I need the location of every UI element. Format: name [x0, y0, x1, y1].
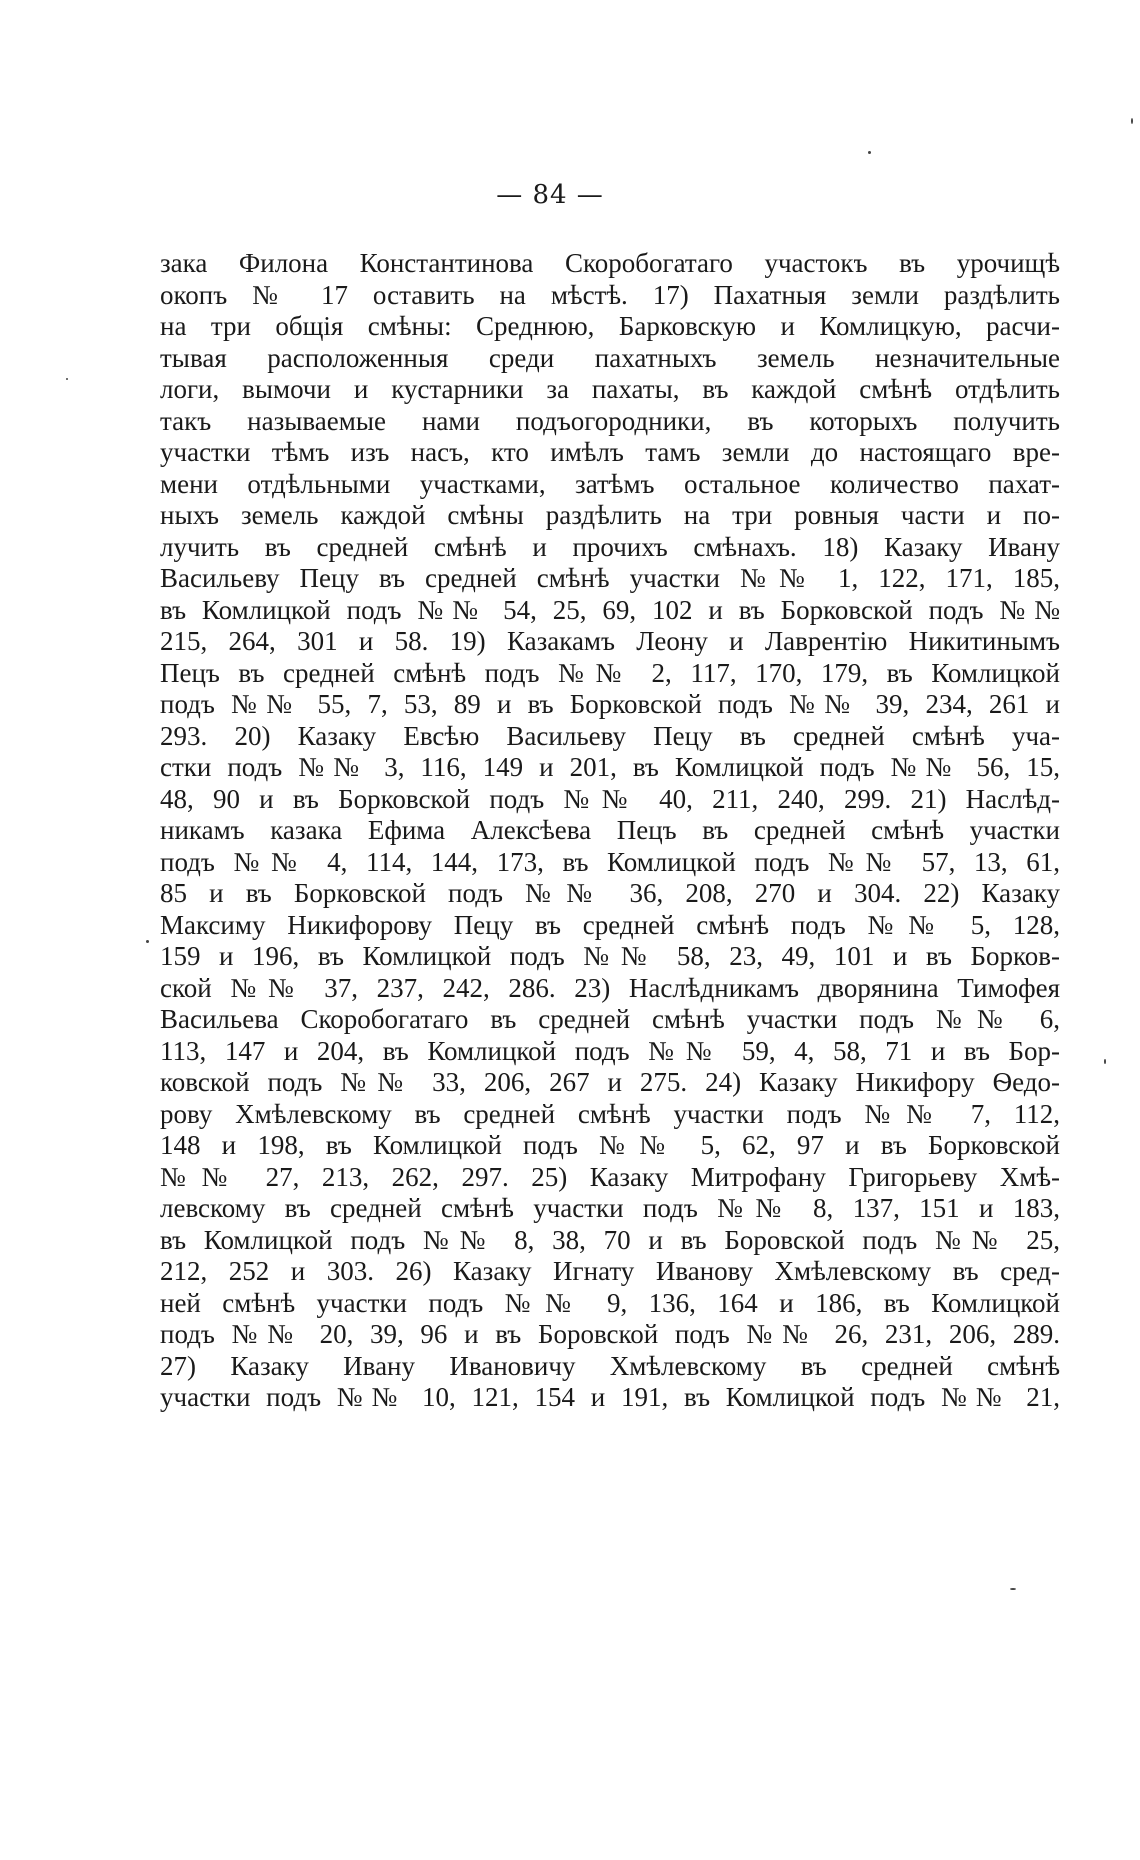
scan-speck: [1104, 1059, 1106, 1064]
text-line: ныхъ земель каждой смѣны раздѣлить на три ровныя части и по-: [160, 500, 1060, 530]
text-line: ской №№ 37, 237, 242, 286. 23) Наслѣдникамъ дворянина Тимофея: [160, 972, 1060, 1003]
text-line: ней смѣнѣ участки подъ №№ 9, 136, 164 и 186, въ Комлицкой: [160, 1287, 1060, 1318]
text-line: 215, 264, 301 и 58. 19) Казакамъ Леону и Лаврентію Никитинымъ: [160, 626, 1060, 656]
text-line: №№ 27, 213, 262, 297. 25) Казаку Митрофану Григорьеву Хмѣ-: [160, 1161, 1060, 1192]
text-line: Васильева Скоробогатаго въ средней смѣнѣ участки подъ №№ 6,: [160, 1004, 1060, 1034]
text-line: Васильеву Пецу въ средней смѣнѣ участки №№ 1, 122, 171, 185,: [160, 563, 1060, 593]
text-line: никамъ казака Ефима Алексѣева Пецъ въ средней смѣнѣ участки: [160, 815, 1060, 845]
text-line: подъ №№ 20, 39, 96 и въ Боровской подъ №№ 26, 231, 206, 289.: [160, 1319, 1060, 1349]
text-line: рову Хмѣлевскому въ средней смѣнѣ участки подъ №№ 7, 112,: [160, 1098, 1060, 1129]
page-number: — 84 —: [496, 180, 604, 210]
text-line: логи, вымочи и кустарники за пахаты, въ каждой смѣнѣ отдѣлить: [160, 374, 1060, 404]
text-line: стки подъ №№ 3, 116, 149 и 201, въ Комлицкой подъ №№ 56, 15,: [160, 752, 1060, 782]
body-text: [160, 248, 1060, 1414]
text-line: участки тѣмъ изъ насъ, кто имѣлъ тамъ земли до настоящаго вре-: [160, 437, 1060, 467]
text-line: 113, 147 и 204, въ Комлицкой подъ №№ 59, 4, 58, 71 и въ Бор-: [160, 1035, 1060, 1066]
scan-speck: [868, 151, 871, 154]
text-line: 212, 252 и 303. 26) Казаку Игнату Иванову Хмѣлевскому въ сред-: [160, 1256, 1060, 1286]
text-line: лучить въ средней смѣнѣ и прочихъ смѣнахъ. 18) Казаку Ивану: [160, 531, 1060, 562]
text-line: 48, 90 и въ Борковской подъ №№ 40, 211, 240, 299. 21) Наслѣд-: [160, 783, 1060, 814]
text-line: 85 и въ Борковской подъ №№ 36, 208, 270 и 304. 22) Казаку: [160, 878, 1060, 908]
text-line: на три общія смѣны: Среднюю, Барковскую и Комлицкую, расчи-: [160, 311, 1060, 341]
text-line: Максиму Никифорову Пецу въ средней смѣнѣ подъ №№ 5, 128,: [160, 909, 1060, 940]
text-line: подъ №№ 4, 114, 144, 173, въ Комлицкой подъ №№ 57, 13, 61,: [160, 846, 1060, 877]
text-line: 293. 20) Казаку Евсѣю Васильеву Пецу въ средней смѣнѣ уча-: [160, 720, 1060, 751]
text-line: мени отдѣльными участками, затѣмъ остальное количество пахат-: [160, 468, 1060, 499]
text-line: такъ называемые нами подъогородники, въ которыхъ получить: [160, 405, 1060, 436]
scan-speck: [146, 940, 149, 943]
text-line: 159 и 196, въ Комлицкой подъ №№ 58, 23, 49, 101 и въ Борков-: [160, 941, 1060, 971]
text-line: тывая расположенныя среди пахатныхъ земель незначительные: [160, 342, 1060, 373]
text-line: 148 и 198, въ Комлицкой подъ №№ 5, 62, 97 и въ Борковской: [160, 1130, 1060, 1160]
text-line: зака Филона Константинова Скоробогатаго участокъ въ урочищѣ: [160, 248, 1060, 278]
text-line: въ Комлицкой подъ №№ 8, 38, 70 и въ Боровской подъ №№ 25,: [160, 1224, 1060, 1255]
scan-speck: [1131, 118, 1133, 124]
text-line: ковской подъ №№ 33, 206, 267 и 275. 24) Казаку Никифору Ѳедо-: [160, 1067, 1060, 1097]
text-line: въ Комлицкой подъ №№ 54, 25, 69, 102 и въ Борковской подъ №№: [160, 594, 1060, 625]
text-line: подъ №№ 55, 7, 53, 89 и въ Борковской подъ №№ 39, 234, 261 и: [160, 689, 1060, 719]
scan-speck: [66, 378, 68, 380]
text-line: левскому въ средней смѣнѣ участки подъ №№ 8, 137, 151 и 183,: [160, 1193, 1060, 1223]
text-line: участки подъ №№ 10, 121, 154 и 191, въ Комлицкой подъ №№ 21,: [160, 1382, 1060, 1412]
text-line: окопъ № 17 оставить на мѣстѣ. 17) Пахатныя земли раздѣлить: [160, 279, 1060, 310]
text-line: Пецъ въ средней смѣнѣ подъ №№ 2, 117, 170, 179, въ Комлицкой: [160, 657, 1060, 688]
scan-speck: [1010, 1588, 1016, 1590]
text-line: 27) Казаку Ивану Ивановичу Хмѣлевскому въ средней смѣнѣ: [160, 1350, 1060, 1381]
